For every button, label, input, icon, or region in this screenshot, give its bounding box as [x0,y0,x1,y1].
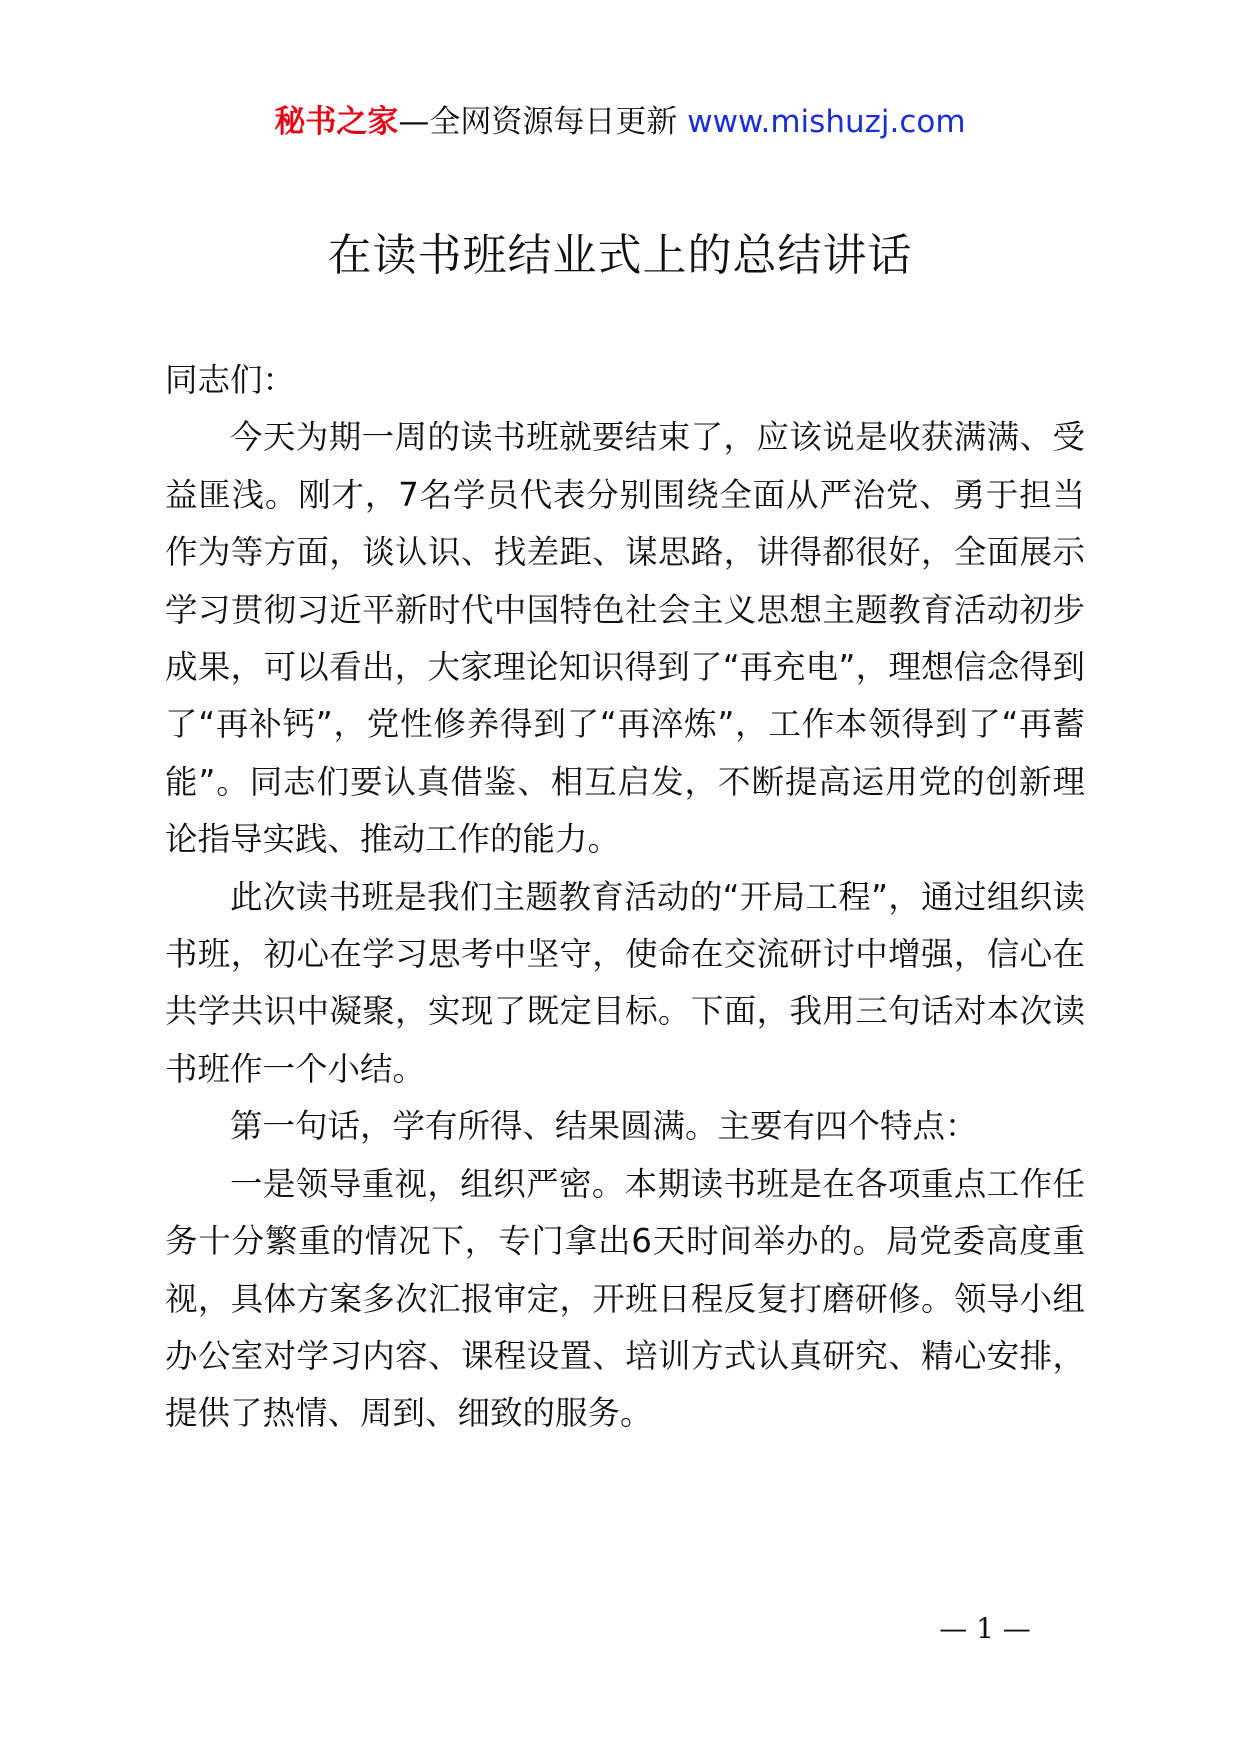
site-banner [0,100,1240,144]
site-brand-name: 秘书之家 [274,104,399,140]
salutation: 同志们： [165,361,296,399]
paragraph-1: 今天为期一周的读书班就要结束了，应该说是收获满满、受益匪浅。刚才，7名学员代表分别围绕全面从严治党、勇于担当作为等方面，谈认识、找差距、谋思路，讲得都很好，全面展示学习贯彻习近平新时代中国特色社会主义思想主题教育活动初步成果，可以看出，大家理论知识得到了“再充电”，理想信念得到了“再补钙”，党性修养得到了“再淬炼”，工作本领得到了“再蓄能”。同志们要认真借鉴、相互启发，不断提高运用党的创新理论指导实践、推动工作的能力。 [165,418,1085,859]
paragraph-2: 此次读书班是我们主题教育活动的“开局工程”，通过组织读书班，初心在学习思考中坚守，使命在交流研讨中增强，信心在共学共识中凝聚，实现了既定目标。下面，我用三句话对本次读书班作一个小结。 [165,877,1085,1088]
site-slogan: —全网资源每日更新 [398,104,678,140]
paragraph-3: 第一句话，学有所得、结果圆满。主要有四个特点： [230,1107,978,1146]
page-number: — 1 — [939,1612,1031,1645]
document-body [165,352,1085,1443]
paragraph-4: 一是领导重视，组织严密。本期读书班是在各项重点工作任务十分繁重的情况下，专门拿出6天时间举办的。局党委高度重视，具体方案多次汇报审定，开班日程反复打磨研修。领导小组办公室对学习内容、课程设置、培训方式认真研究、精心安排，提供了热情、周到、细致的服务。 [165,1164,1085,1433]
site-url-link[interactable]: www.mishuzj.com [687,104,966,140]
document-title: 在读书班结业式上的总结讲话 [327,230,913,281]
